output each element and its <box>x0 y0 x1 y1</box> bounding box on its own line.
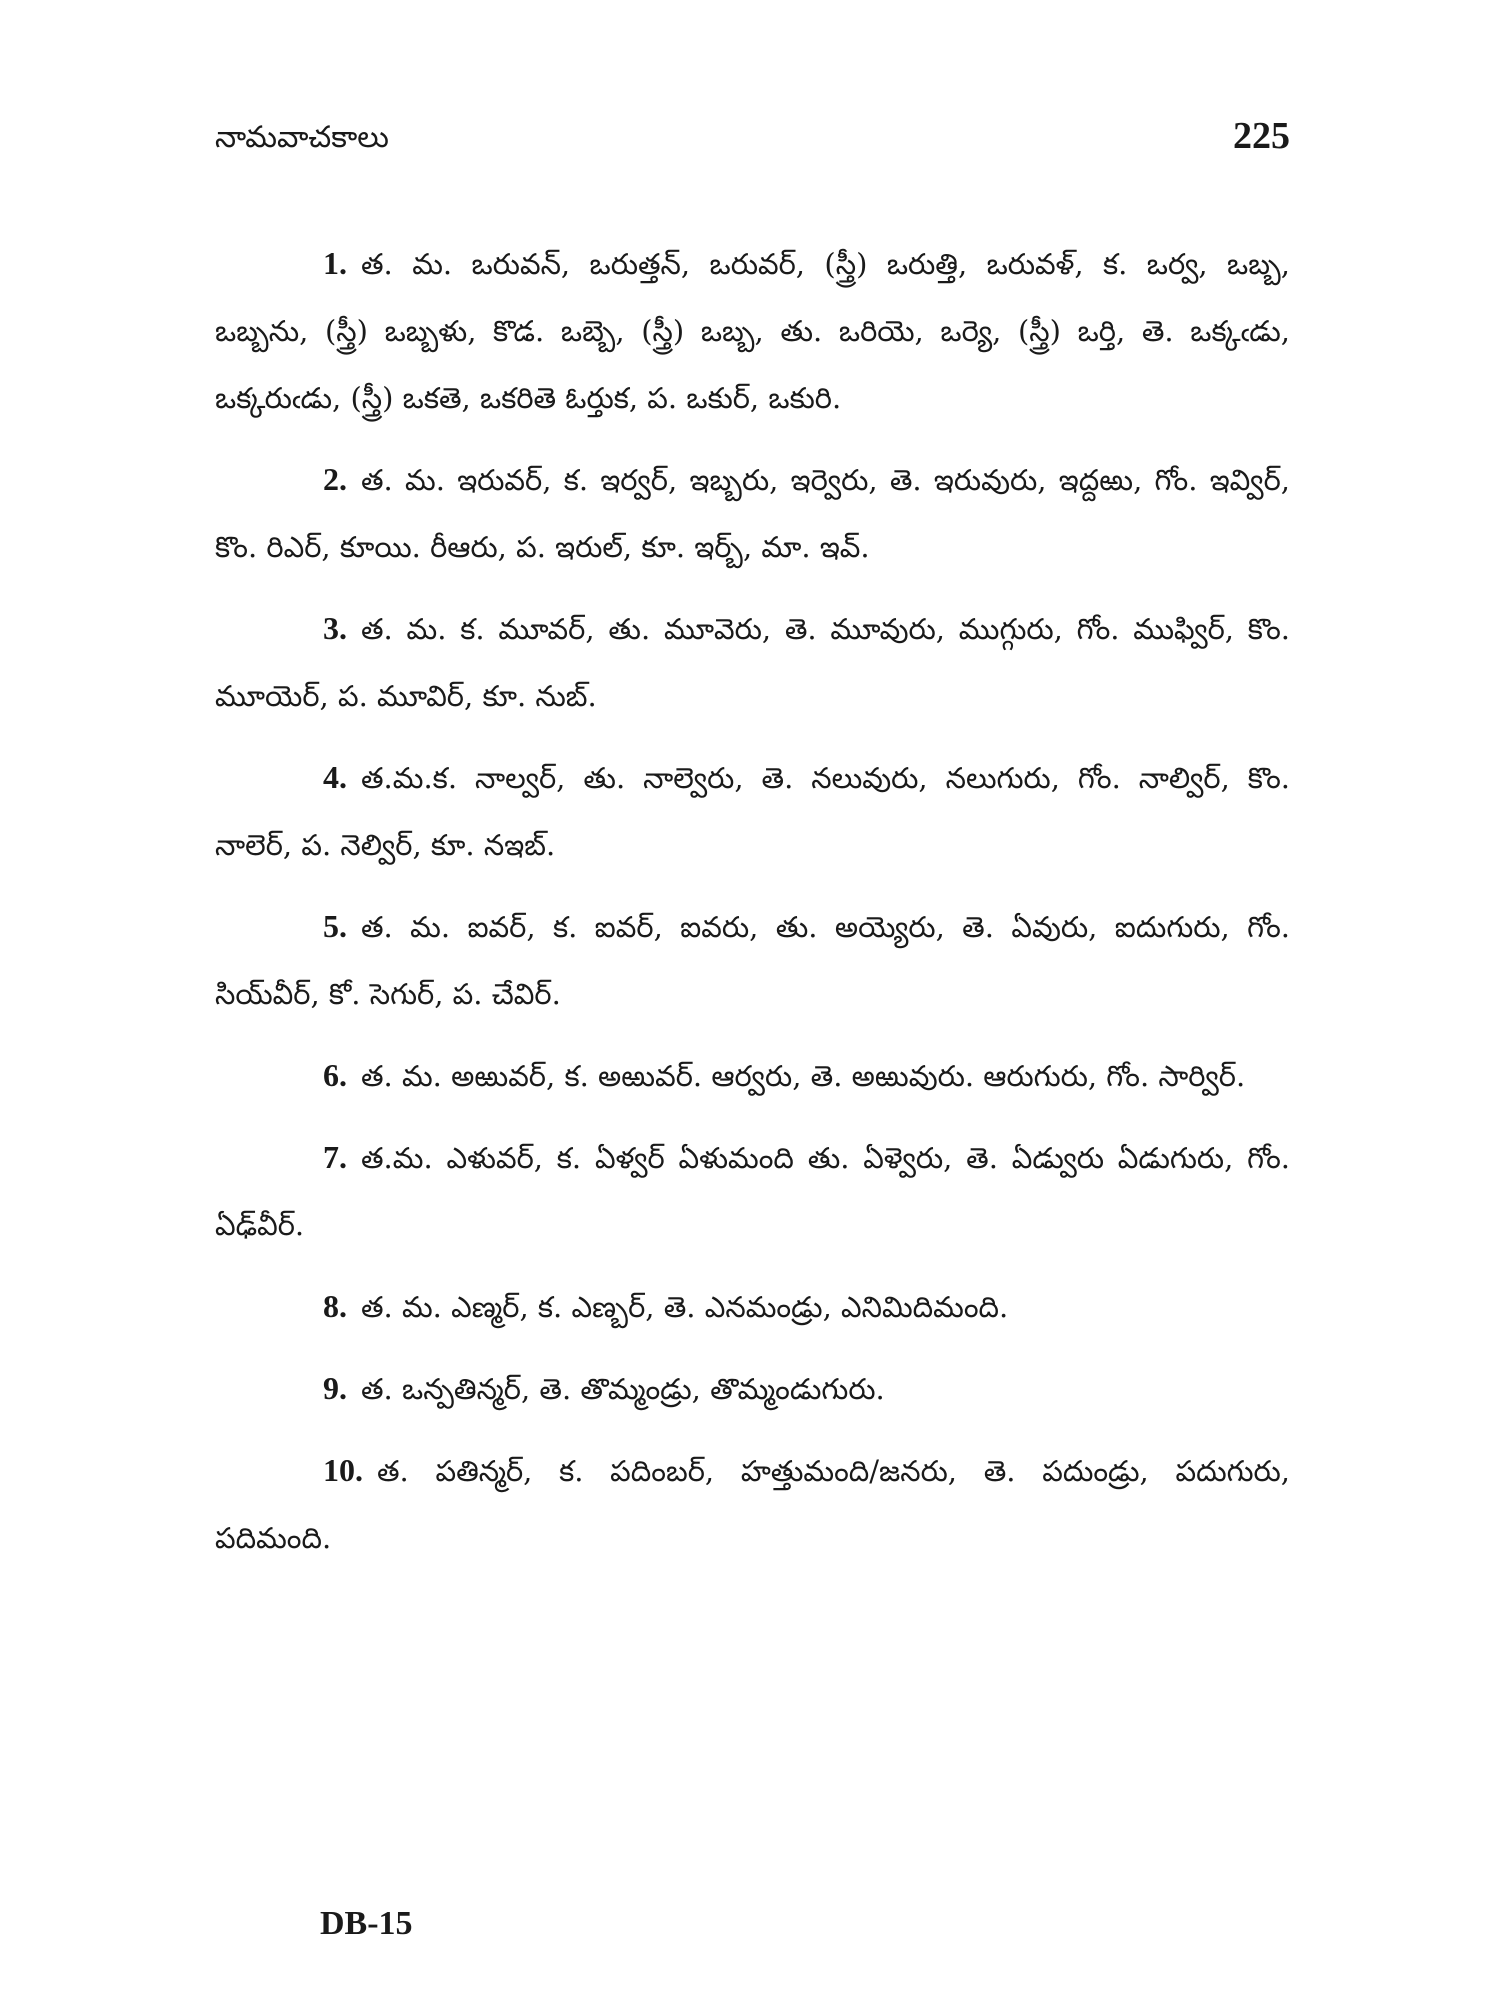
signature-mark: DB-15 <box>320 1905 413 1942</box>
entry-text: త. మ. క. మూవర్, తు. మూవెరు, తె. మూవురు, ముగ్గురు, గోం. ముఫ్విర్, కొం. మూయెర్, ప. మూవిర్, కూ. నుబ్. <box>215 612 1290 713</box>
entry-9 <box>215 1355 1290 1423</box>
page-header <box>215 110 1290 170</box>
entry-text: త. మ. ఎణ్మర్, క. ఎణ్బర్, తె. ఎనమండ్రు, ఎనిమిదిమంది. <box>361 1290 1009 1324</box>
entry-8 <box>215 1273 1290 1341</box>
entry-number: 7. <box>323 1139 347 1175</box>
entry-text: త.మ.క. నాల్వర్, తు. నాల్వెరు, తె. నలువురు, నలుగురు, గోం. నాల్విర్, కొం. నాలెర్, ప. నెల్విర్, కూ. నఇబ్. <box>215 761 1290 862</box>
entry-number: 1. <box>323 245 347 281</box>
entry-text: త. మ. ఐవర్, క. ఐవర్, ఐవరు, తు. అయ్యెరు, తె. ఏవురు, ఐదుగురు, గోం. సియ్‌వీర్, కో. సెగుర్, ప. చేవిర్. <box>215 910 1290 1011</box>
entry-text: త. మ. ఇరువర్, క. ఇర్వర్, ఇబ్బరు, ఇర్వెరు, తె. ఇరువురు, ఇద్దఱు, గోం. ఇవ్విర్, కొం. రిఎర్, కూయి. రీఆరు, ప. ఇరుల్, కూ. ఇర్బ్, మా. ఇవ్. <box>215 463 1290 564</box>
entry-text: త. మ. ఒరువన్, ఒరుత్తన్, ఒరువర్, (స్త్రీ) ఒరుత్తి, ఒరువళ్, క. ఒర్వ, ఒబ్బ, ఒబ్బను, (స్త్రీ) ఒబ్బళు, కొడ. ఒబ్బె, (స్త్రీ) ఒబ్బ, తు. ఒరియె, ఒర్యె, (స్త్రీ) ఒర్తి, తె. ఒక్కఁడు, ఒక్కరుఁడు, (స్త్రీ) ఒకతె, ఒకరితె ఓర్తుక, ప. ఒకుర్, ఒకురి. <box>215 247 1290 415</box>
entry-number: 6. <box>323 1057 347 1093</box>
entry-text: త. మ. అఱువర్, క. అఱువర్. ఆర్వరు, తె. అఱువురు. ఆరుగురు, గోం. సార్విర్. <box>361 1059 1246 1093</box>
entry-number: 4. <box>323 759 347 795</box>
entry-number: 2. <box>323 461 347 497</box>
entry-text: త.మ. ఎళువర్, క. ఏళ్వర్ ఏళుమంది తు. ఏళ్వెరు, తె. ఏడ్వురు ఏడుగురు, గోం. ఏఢ్‌వీర్. <box>215 1141 1290 1242</box>
entry-number: 8. <box>323 1288 347 1324</box>
entry-text: త. పతిన్మర్, క. పదింబర్, హత్తుమంది/జనరు, తె. పదుండ్రు, పదుగురు, పదిమంది. <box>215 1454 1290 1555</box>
entry-text: త. ఒన్పతిన్మర్, తె. తొమ్మండ్రు, తొమ్మండుగురు. <box>361 1372 885 1406</box>
entry-number: 5. <box>323 908 347 944</box>
entry-2 <box>215 446 1290 581</box>
entry-list <box>215 230 1290 1572</box>
entry-7 <box>215 1124 1290 1259</box>
entry-1 <box>215 230 1290 432</box>
entry-number: 3. <box>323 610 347 646</box>
entry-number: 10. <box>323 1452 363 1488</box>
book-page <box>215 110 1290 1970</box>
entry-3 <box>215 595 1290 730</box>
entry-4 <box>215 744 1290 879</box>
running-title: నామవాచకాలు <box>215 120 389 155</box>
entry-6 <box>215 1042 1290 1110</box>
entry-10 <box>215 1437 1290 1572</box>
page-number: 225 <box>1233 115 1290 157</box>
entry-5 <box>215 893 1290 1028</box>
entry-number: 9. <box>323 1370 347 1406</box>
